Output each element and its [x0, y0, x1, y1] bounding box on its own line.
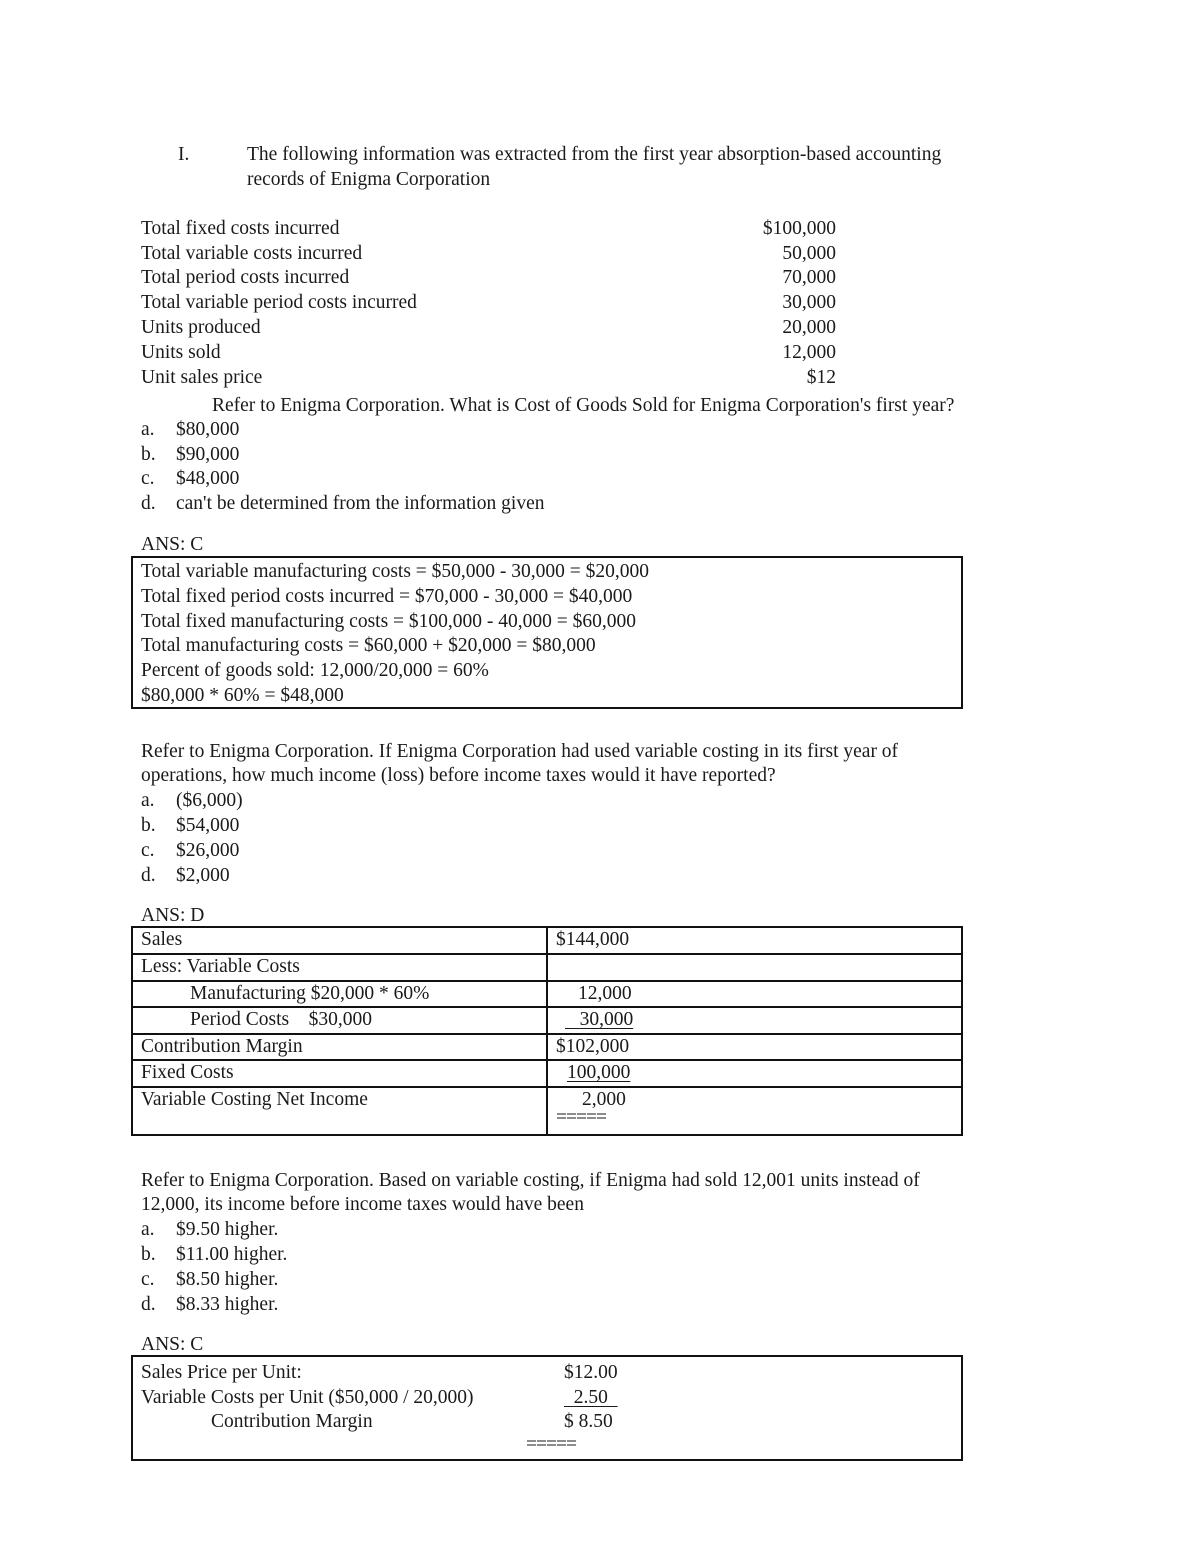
q1-question: Refer to Enigma Corporation. What is Cost of Goods Sold for Enigma Corporation's first year?	[212, 395, 955, 416]
option-letter: d.	[141, 865, 156, 886]
table-value: $144,000	[547, 927, 962, 954]
data-item-value: 70,000	[782, 267, 836, 288]
variable-cost-value: 2.50	[573, 1387, 608, 1408]
double-underline: =====	[556, 1107, 606, 1128]
data-item-label: Units sold	[141, 342, 221, 363]
explanation-line: $80,000 * 60% = $48,000	[141, 685, 344, 706]
option-text: $2,000	[176, 865, 230, 886]
double-underline: =====	[526, 1434, 576, 1455]
option-letter: a.	[141, 790, 155, 811]
table-row	[132, 1060, 962, 1087]
table-value	[547, 1007, 962, 1034]
option-text: $90,000	[176, 444, 240, 465]
option-letter: d.	[141, 493, 156, 514]
table-label: Manufacturing $20,000 * 60%	[132, 981, 547, 1008]
data-item-label: Total fixed costs incurred	[141, 218, 340, 239]
data-item-label: Unit sales price	[141, 367, 263, 388]
option-text: $9.50 higher.	[176, 1219, 279, 1240]
explanation-line: Percent of goods sold: 12,000/20,000 = 60%	[141, 660, 489, 681]
option-letter: a.	[141, 419, 155, 440]
table-label: Contribution Margin	[132, 1034, 547, 1061]
row-value: $ 8.50	[564, 1411, 613, 1432]
option-text: $11.00 higher.	[176, 1244, 288, 1265]
period-costs-label: Period Costs $30,000	[190, 1009, 373, 1030]
table-label	[132, 1007, 547, 1034]
option-letter: b.	[141, 815, 156, 836]
underlined-value	[564, 1387, 618, 1408]
option-letter: c.	[141, 1269, 155, 1290]
table-label: Sales	[132, 927, 547, 954]
table-label: Variable Costing Net Income	[132, 1087, 547, 1135]
table-row	[132, 1087, 962, 1135]
section-numeral: I.	[178, 144, 190, 165]
table-row	[132, 981, 962, 1008]
option-letter: b.	[141, 444, 156, 465]
option-text: $80,000	[176, 419, 240, 440]
data-item-value: 50,000	[782, 243, 836, 264]
q2-answer: ANS: D	[141, 905, 205, 926]
fixed-costs-value: 100,000	[567, 1062, 631, 1083]
data-item-label: Total variable period costs incurred	[141, 292, 417, 313]
intro-line-2: records of Enigma Corporation	[247, 169, 491, 190]
row-label: Contribution Margin	[211, 1411, 373, 1432]
q2-question-line-2: operations, how much income (loss) before income taxes would it have reported?	[141, 765, 776, 786]
option-letter: c.	[141, 468, 155, 489]
option-letter: b.	[141, 1244, 156, 1265]
table-value: $102,000	[547, 1034, 962, 1061]
data-item-value: 20,000	[782, 317, 836, 338]
table-row	[132, 1007, 962, 1034]
row-label: Variable Costs per Unit ($50,000 / 20,000)	[141, 1387, 474, 1408]
row-value: $12.00	[564, 1362, 618, 1383]
intro-line-1: The following information was extracted from the first year absorption-based accounting	[247, 144, 942, 165]
option-text: $48,000	[176, 468, 240, 489]
table-row	[132, 927, 962, 954]
table-value	[547, 1060, 962, 1087]
explanation-line: Total fixed manufacturing costs = $100,000 - 40,000 = $60,000	[141, 611, 637, 632]
income-statement-table	[131, 926, 963, 1136]
q3-question-line-2: 12,000, its income before income taxes would have been	[141, 1194, 584, 1215]
table-row	[132, 1034, 962, 1061]
period-costs-value: 30,000	[579, 1009, 634, 1030]
option-text: $8.50 higher.	[176, 1269, 279, 1290]
q3-question-line-1: Refer to Enigma Corporation. Based on variable costing, if Enigma had sold 12,001 units instead of	[141, 1170, 920, 1191]
explanation-line: Total variable manufacturing costs = $50,000 - 30,000 = $20,000	[141, 561, 650, 582]
data-item-label: Units produced	[141, 317, 261, 338]
option-letter: d.	[141, 1294, 156, 1315]
explanation-line: Total manufacturing costs = $60,000 + $20,000 = $80,000	[141, 635, 596, 656]
table-label: Fixed Costs	[132, 1060, 547, 1087]
option-letter: a.	[141, 1219, 155, 1240]
option-text: $26,000	[176, 840, 240, 861]
data-item-label: Total period costs incurred	[141, 267, 350, 288]
table-value	[547, 1087, 962, 1135]
data-item-value: 12,000	[782, 342, 836, 363]
underlined-value	[565, 1009, 633, 1030]
option-text: $54,000	[176, 815, 240, 836]
option-letter: c.	[141, 840, 155, 861]
q1-explanation-box	[131, 556, 963, 709]
option-text: can't be determined from the information given	[176, 493, 545, 514]
data-item-value: 30,000	[782, 292, 836, 313]
row-value	[564, 1386, 618, 1411]
row-label: Sales Price per Unit:	[141, 1362, 302, 1383]
data-item-value: $100,000	[762, 218, 836, 239]
q3-answer: ANS: C	[141, 1334, 204, 1355]
explanation-line: Total fixed period costs incurred = $70,000 - 30,000 = $40,000	[141, 586, 633, 607]
table-label: Less: Variable Costs	[132, 954, 547, 981]
q2-question-line-1: Refer to Enigma Corporation. If Enigma Corporation had used variable costing in its first year of	[141, 741, 899, 762]
option-text: $8.33 higher.	[176, 1294, 279, 1315]
table-value: 12,000	[547, 981, 962, 1008]
data-item-label: Total variable costs incurred	[141, 243, 363, 264]
q3-explanation-box	[131, 1355, 963, 1461]
table-row	[132, 954, 962, 981]
q1-answer: ANS: C	[141, 534, 204, 555]
option-text: ($6,000)	[176, 790, 243, 811]
data-item-value: $12	[806, 367, 836, 388]
table-value	[547, 954, 962, 981]
net-income-value: 2,000	[582, 1088, 626, 1110]
